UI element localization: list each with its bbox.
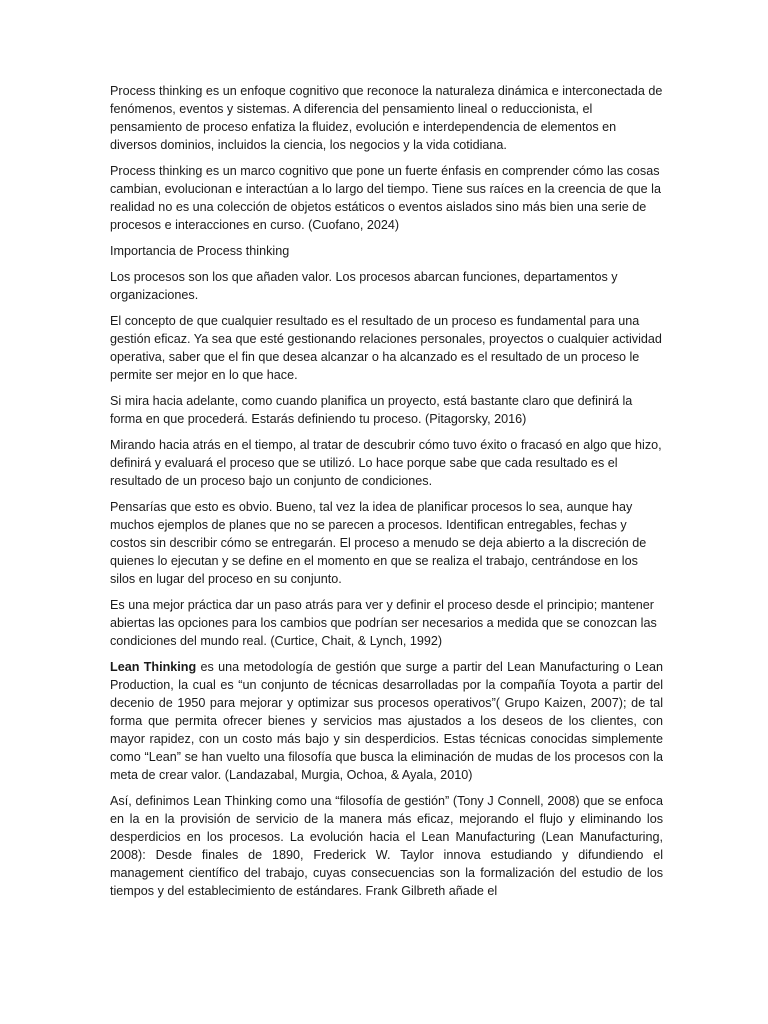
section-heading-importance: Importancia de Process thinking — [110, 244, 290, 258]
lean-thinking-bold-term: Lean Thinking — [110, 660, 197, 674]
paragraph-obvious: Pensarías que esto es obvio. Bueno, tal vez la idea de planificar procesos lo sea, aunque hay muchos ejemplos de planes que no se parecen a procesos. Identifican entregables, fechas y costos sin describir cómo se entregarán. El proceso a menudo se deja abierto a la discreción de quienes lo ejecutan y se define en el momento en que se realiza el trabajo, centrándose en los silos en lugar del proceso en su conjunto. — [110, 500, 647, 586]
paragraph-process-thinking-intro: Process thinking es un enfoque cognitivo que reconoce la naturaleza dinámica e interconectada de fenómenos, eventos y sistemas. A diferencia del pensamiento lineal o reduccionista, el pensamiento de proceso enfatiza la fluidez, evolución e interdependencia de elementos en diversos dominios, incluidos la ciencia, los negocios y la vida cotidiana. — [110, 84, 663, 152]
paragraph-result-of-process: El concepto de que cualquier resultado es el resultado de un proceso es fundamental para una gestión eficaz. Ya sea que esté gestionando relaciones personales, proyectos o cualquier actividad operativa, saber que el fin que desea alcanzar o ha alcanzado es el resultado de un proceso le permite ser mejor en lo que hace. — [110, 314, 662, 382]
paragraph-looking-forward: Si mira hacia adelante, como cuando planifica un proyecto, está bastante claro que definirá la forma en que procederá. Estarás definiendo tu proceso. (Pitagorsky, 2016) — [110, 394, 633, 426]
paragraph-looking-back: Mirando hacia atrás en el tiempo, al tratar de descubrir cómo tuvo éxito o fracasó en algo que hizo, definirá y evaluará el proceso que se utilizó. Lo hace porque sabe que cada resultado es el resultado de un proceso bajo un conjunto de condiciones. — [110, 438, 662, 488]
paragraph-lean-definition: Así, definimos Lean Thinking como una “filosofía de gestión” (Tony J Connell, 2008) que se enfoca en la en la provisión de servicio de la manera más eficaz, mejorando el flujo y eliminando los desperdicios en los procesos. La evolución hacia el Lean Manufacturing (Lean Manufacturing, 2008): Desde finales de 1890, Frederick W. Taylor innova estudiando y difundiendo el management científico del trabajo, cuyas consecuencias son la formalización del estudio de los tiempos y del establecimiento de estándares. Frank Gilbreth añade el — [110, 794, 663, 898]
paragraph-processes-add-value: Los procesos son los que añaden valor. Los procesos abarcan funciones, departamentos y organizaciones. — [110, 270, 618, 302]
lean-thinking-body: es una metodología de gestión que surge a partir del Lean Manufacturing o Lean Production, la cual es “un conjunto de técnicas desarrolladas por la compañía Toyota a partir del decenio de 1950 para mejorar y optimizar sus procesos operativos”( Grupo Kaizen, 2007); de tal forma que permita ofrecer bienes y servicios mas ajustados a los deseos de los clientes, con mayor rapidez, con un costo más bajo y sin desperdicios. Estas técnicas conocidas simplemente como “Lean” se han vuelto una filosofía que busca la eliminación de mudas de los procesos con la meta de crear valor. (Landazabal, Murgia, Ochoa, & Ayala, 2010) — [110, 660, 664, 782]
paragraph-lean-thinking — [110, 658, 663, 784]
paragraph-best-practice: Es una mejor práctica dar un paso atrás para ver y definir el proceso desde el principio; mantener abiertas las opciones para los cambios que podrían ser necesarios a medida que se conozcan las condiciones del mundo real. (Curtice, Chait, & Lynch, 1992) — [110, 598, 657, 648]
paragraph-process-thinking-framework: Process thinking es un marco cognitivo que pone un fuerte énfasis en comprender cómo las cosas cambian, evolucionan e interactúan a lo largo del tiempo. Tiene sus raíces en la creencia de que la realidad no es una colección de objetos estáticos o eventos aislados sino más bien una serie de procesos e interacciones en curso. (Cuofano, 2024) — [110, 164, 661, 232]
